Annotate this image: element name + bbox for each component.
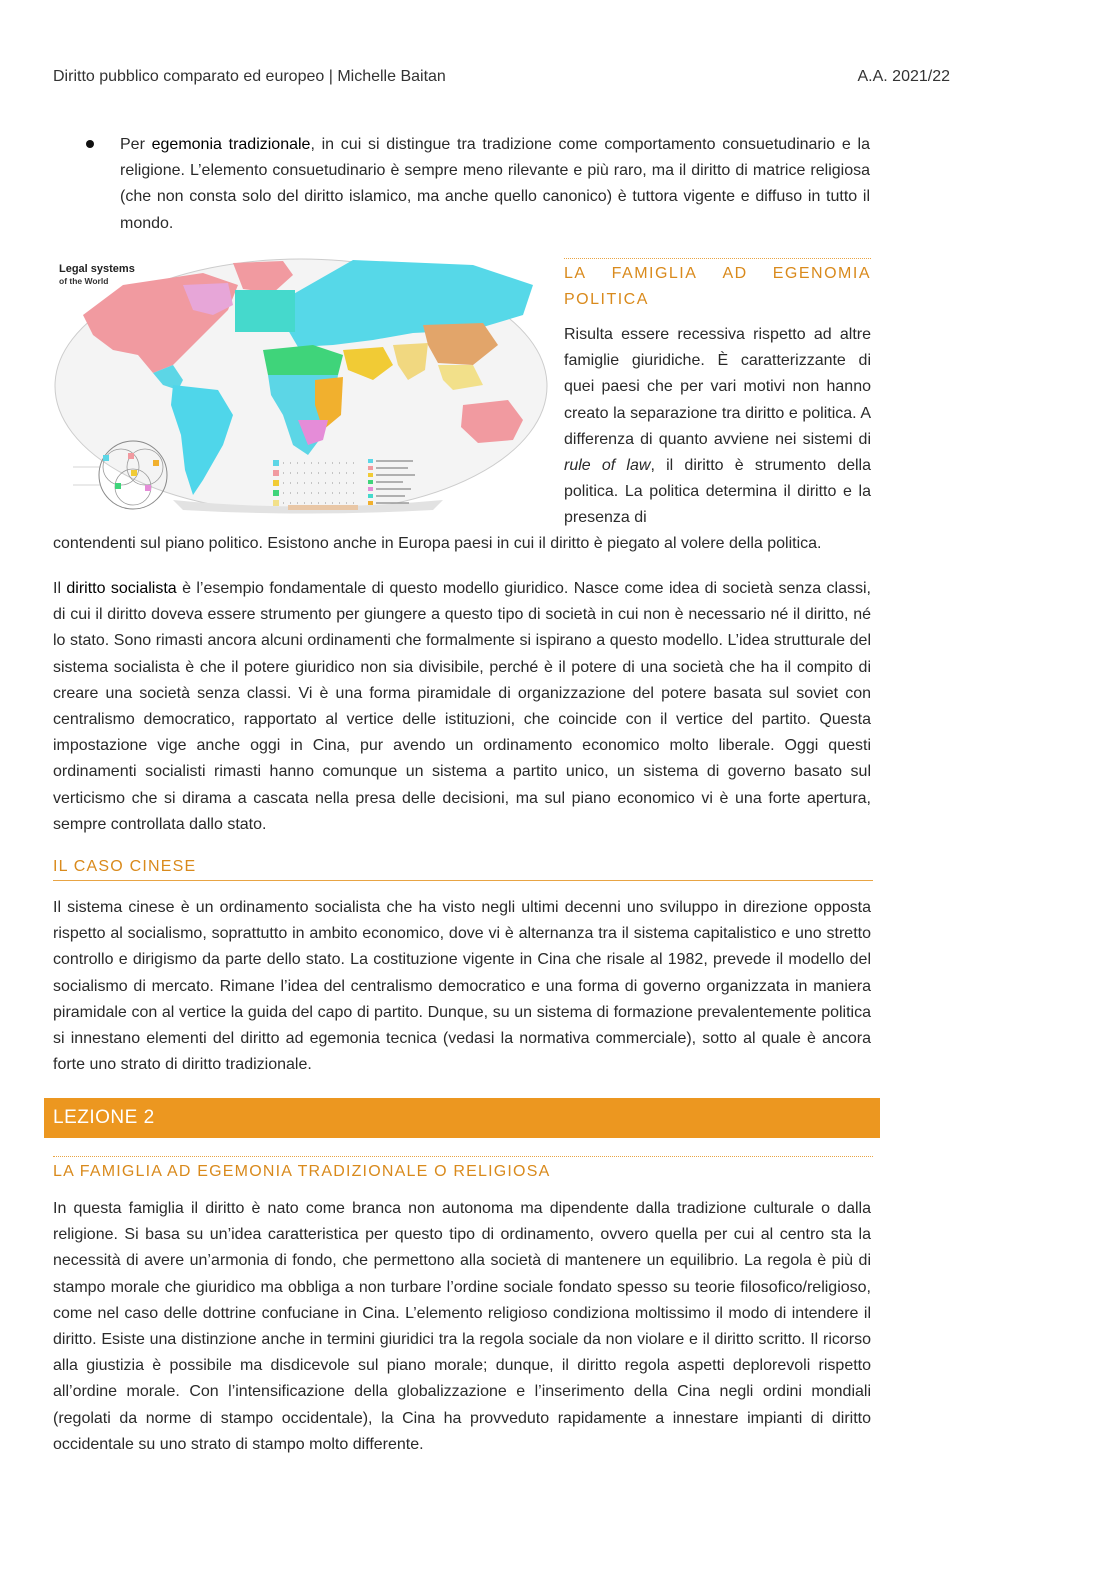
- academic-year: A.A. 2021/22: [857, 68, 950, 85]
- document-title: Diritto pubblico comparato ed europeo | Michelle Baitan: [53, 68, 446, 85]
- lesson-banner: [44, 1098, 880, 1138]
- lesson-title: LEZIONE 2: [53, 1107, 155, 1128]
- socialista-term: diritto socialista: [66, 580, 177, 597]
- heading-word: FAMIGLIA: [611, 265, 698, 282]
- heading-caso-cinese: IL CASO CINESE: [53, 858, 873, 881]
- bullet-prefix: Per: [120, 136, 152, 153]
- heading-famiglia-politica: [564, 258, 871, 313]
- bullet-paragraph: [120, 132, 870, 237]
- map-title: Legal systems: [59, 263, 135, 275]
- heading-word: EGENOMIA: [772, 265, 871, 282]
- page-header: [53, 68, 950, 86]
- map-subtitle: of the World: [59, 276, 109, 286]
- legal-systems-map: [53, 255, 550, 517]
- heading-line-2: POLITICA: [564, 291, 649, 308]
- map-europe-block: [235, 290, 295, 332]
- heading-word: LA: [564, 265, 587, 282]
- heading-famiglia-tradizionale: LA FAMIGLIA AD EGEMONIA TRADIZIONALE O RELIGIOSA: [53, 1156, 873, 1181]
- heading-word: AD: [722, 265, 748, 282]
- tradizionale-paragraph: In questa famiglia il diritto è nato come branca non autonoma ma dipendente dalla tradizione culturale o dalla religione. Si basa su un’idea caratteristica per questo tipo di ordinamento, ovvero quella per cui al centro sta la necessità di avere un’armonia di fondo, che permettono alla società di mantenere un equilibrio. La regola è più di stampo morale che giuridico ma obbliga a non turbare l’ordine sociale fondato spesso su teorie filosofico/religioso, come nel caso delle dottrine confuciane in Cina. L’elemento religioso condiziona moltissimo il modo di intendere il diritto. Esiste una distinzione anche in termini giuridici tra la regola sociale da non violare e il diritto scritto. Il ricorso alla giustizia è possibile ma disdicevole sul piano morale; dunque, il diritto regola aspetti deplorevoli rispetto all’ordine morale. Con l’intensificazione della globalizzazione e l’inserimento della Cina negli ordini mondiali (regolati da norme di stampo occidentale), la Cina ha provveduto rapidamente a innestare impianti di diritto occidentale su uno strato di stampo molto differente.: [53, 1200, 871, 1453]
- bullet-term: egemonia tradizionale: [151, 136, 311, 153]
- socialista-text: è l’esempio fondamentale di questo modello giuridico. Nasce come idea di società senza classi, di cui il diritto doveva essere strumento per giungere a questo tipo di società in cui non è necessario né il diritto, né lo stato. Sono rimasti ancora alcuni ordinamenti che formalmente si ispirano a questo modello. L’idea strutturale del sistema socialista è che il potere giuridico non sia divisibile, perché è il potere di una società che ha il compito di creare una società senza classi. Vi è una forma piramidale di organizzazione del potere basata sul soviet con centralismo democratico, rapportato al vertice delle istituzioni, che coincide con il vertice del partito. Questa impostazione vige anche oggi in Cina, pur avendo un ordinamento economico molto liberale. Oggi questi ordinamenti socialisti rimasti hanno comunque un sistema a partito unico, un sistema di governo basato sul verticismo che si dirama a cascata nella presa delle decisioni, ma sul piano economico vi è una forte apertura, sempre controllata dallo stato.: [53, 580, 872, 833]
- socialista-prefix: Il: [53, 580, 67, 597]
- caso-cinese-paragraph: Il sistema cinese è un ordinamento socialista che ha visto negli ultimi decenni uno sviluppo in direzione opposta rispetto al socialismo, soprattutto in ambito economico, dove vi è alternanza tra il sistema capitalistico e uno stretto controllo e dirigismo da parte dello stato. La costituzione vigente in Cina che risale al 1982, prevede il modello del socialismo di mercato. Rimane l’idea del centralismo democratico e una forma di governo organizzata in maniera piramidale con al vertice la guida del capo di partito. Dunque, su un sistema di formazione prevalentemente politica si innestano elementi del diritto ad egemonia tecnica (vedasi la normativa commerciale), sotto al quale è ancora forte uno strato di diritto tradizionale.: [53, 899, 871, 1074]
- politica-paragraph-continuation: contendenti sul piano politico. Esistono anche in Europa paesi in cui il diritto è piegato al volere della politica.: [53, 535, 822, 552]
- bullet-marker: [86, 140, 94, 148]
- politica-italic: rule of law: [564, 457, 651, 475]
- bullet-text: , in cui si distingue tra tradizione come comportamento consuetudinario e la religione. L’elemento consuetudinario è sempre meno rilevante e più raro, ma il diritto di matrice religiosa (che non consta solo del diritto islamico, ma anche quello canonico) è tuttora vigente e diffuso in tutto il mondo.: [120, 136, 871, 232]
- socialista-paragraph: [53, 576, 871, 838]
- politica-text-1: Risulta essere recessiva rispetto ad altre famiglie giuridiche. È caratterizzante di quei paesi che per vari motivi non hanno creato la separazione tra diritto e politica. A differenza di quanto avviene nei sistemi di: [564, 326, 871, 448]
- politica-text-2: , il diritto è strumento della politica. La politica determina il diritto e la presenza di: [564, 457, 872, 527]
- politica-paragraph: [564, 322, 871, 532]
